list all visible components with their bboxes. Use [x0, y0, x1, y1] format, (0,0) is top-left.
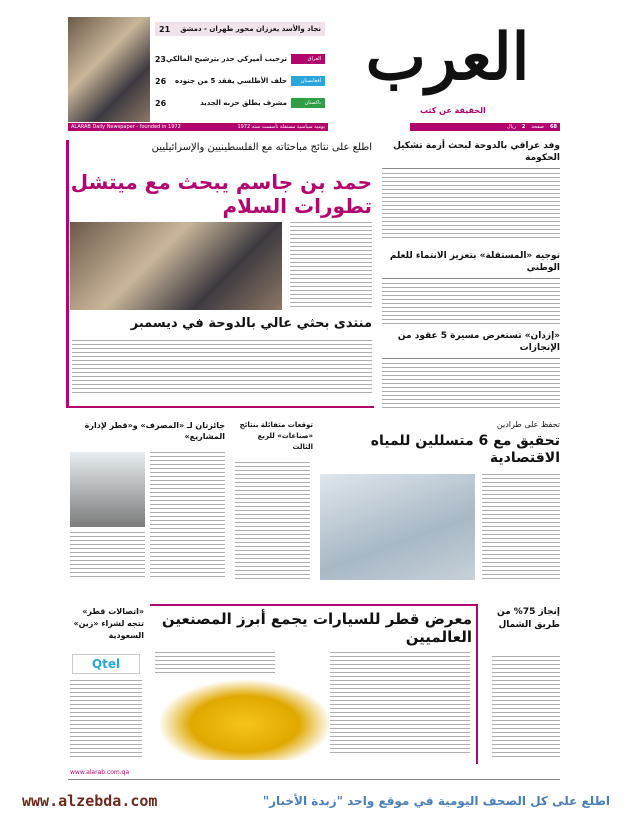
awards-body-2 — [70, 532, 145, 580]
slogan: الحقيقة عن كثب — [420, 106, 486, 115]
site-url[interactable]: www.alarab.com.qa — [70, 769, 130, 776]
masthead-logo: العرب — [365, 20, 530, 95]
teaser-page: 26 — [155, 98, 167, 108]
headline: توجيه «المستقلة» بتعزيز الانتماء للعلم الوطني — [389, 251, 560, 273]
awards-photo — [70, 452, 145, 527]
motor-headline[interactable]: معرض قطر للسيارات يجمع أبرز المصنعين العالميين — [161, 610, 472, 646]
boats-headline[interactable]: تحقيق مع 6 متسللين للمياه الاقتصادية — [370, 433, 560, 466]
teaser-text: ترحيب أميركي حذر بترشيح المالكي — [165, 55, 287, 63]
teaser-afghanistan[interactable] — [155, 70, 325, 92]
teaser-text: حلف الأطلسي يفقد 5 من جنوده — [175, 77, 287, 85]
pages-count: 68 — [550, 124, 557, 130]
teaser-tag: باكستان — [291, 98, 325, 108]
teaser-pakistan[interactable] — [155, 92, 325, 114]
forum-headline[interactable]: منتدى بحثي عالي بالدوحة في ديسمبر — [130, 316, 372, 331]
lead-photo — [70, 222, 282, 310]
footer-rule — [68, 779, 560, 780]
industries-body — [235, 462, 310, 580]
price-label: ريال — [506, 124, 516, 130]
boats-body — [482, 474, 560, 580]
awards-headline[interactable]: جائزتان لـ «المصرف» و«قطر لإدارة المشاريع» — [84, 421, 225, 441]
price: 2 — [521, 124, 526, 130]
teaser-iraq[interactable] — [155, 48, 325, 70]
forum-body — [72, 340, 372, 395]
teaser-tag: أفغانستان — [291, 76, 325, 86]
masthead-photo — [68, 17, 150, 122]
footer-banner[interactable]: اطلع على كل الصحف اليومية في موقع واحد "زبدة الأخبار" — [262, 794, 610, 808]
headline: «إزدان» تستعرض مسيرة 5 عقود من الإنجازات — [397, 331, 560, 353]
info-en: ALARAB Daily Newspaper - founded in 1972 — [71, 124, 181, 130]
teaser-text: مشرف يطلق حزبه الجديد — [200, 99, 287, 107]
teaser-page: 26 — [155, 76, 167, 86]
lead-headline[interactable]: حمد بن جاسم يبحث مع ميتشل تطورات السلام — [70, 170, 372, 218]
qtel-body — [70, 680, 142, 760]
qtel-headline[interactable]: «اتصالات قطر» تتجه لشراء «زين» السعودية — [73, 607, 144, 640]
boats-photo — [320, 474, 475, 580]
info-bar — [68, 123, 560, 131]
lead-kicker: اطلع على نتائج مباحثاته مع الفلسطينيين والإسرائيليين — [151, 142, 372, 153]
industries-headline[interactable]: توقعات متفائلة بنتائج «صناعات» للربع الثالث — [239, 421, 313, 451]
teaser-page: 23 — [154, 54, 166, 64]
teaser-text: نجاد والأسد يعززان محور طهران - دمشق — [180, 25, 321, 33]
road-body — [492, 656, 560, 760]
road-headline[interactable]: إنجاز 75% من طريق الشمال — [496, 607, 560, 630]
headline: وفد عراقي بالدوحة لبحث أزمة تشكيل الحكومة — [393, 141, 560, 163]
pages-label: صفحة — [531, 124, 545, 130]
iraq-story[interactable] — [382, 140, 560, 241]
teaser-page: 21 — [159, 24, 171, 34]
boats-kicker: تحفظ على طرادين — [496, 420, 560, 429]
teasers — [155, 48, 325, 114]
qtel-logo: Qtel — [72, 654, 140, 674]
ezdan-story[interactable] — [382, 330, 560, 411]
info-ar: يومية سياسية مستقلة تأسست سنة 1972 — [237, 124, 325, 130]
motor-body-2 — [155, 652, 275, 674]
lead-body — [290, 222, 372, 308]
top-teaser[interactable] — [155, 22, 325, 36]
teaser-tag: العراق — [291, 54, 325, 64]
flag-story[interactable] — [382, 250, 560, 327]
awards-body — [150, 452, 225, 580]
motor-body — [330, 652, 470, 756]
car-image — [160, 680, 330, 760]
footer-banner-url[interactable]: www.alzebda.com — [22, 792, 158, 810]
